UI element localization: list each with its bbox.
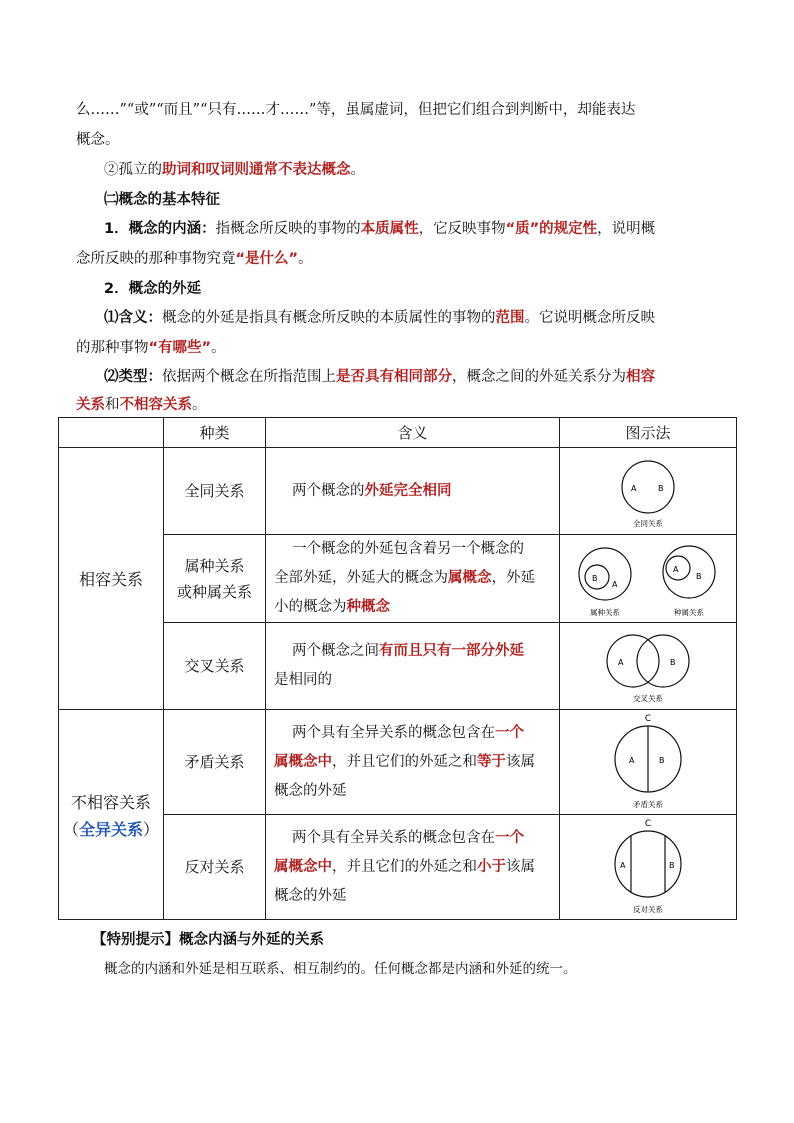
caption-genus-species: 属种关系 — [590, 607, 620, 617]
intro-line-1: 么……”“或”“而且”“只有……才……”等，虽属虚词，但把它们组合到判断中，却能表达 — [76, 102, 636, 118]
meaning-line-2: 的那种事物“有哪些”。 — [76, 340, 226, 356]
tip-title: 【特别提示】概念内涵与外延的关系 — [92, 932, 324, 948]
header-meaning: 含义 — [266, 418, 560, 448]
label-b: B — [669, 861, 675, 870]
label-b: B — [696, 571, 702, 581]
label-b: B — [670, 658, 676, 667]
intersection-diagram — [578, 627, 718, 705]
table-header-row — [59, 418, 737, 448]
extension-heading: 2．概念的外延 — [104, 281, 202, 297]
header-diagram: 图示法 — [560, 418, 737, 448]
compatible-category: 相容关系 — [59, 448, 164, 710]
caption-contrariety: 反对关系 — [633, 905, 663, 914]
label-c: C — [644, 819, 652, 829]
incompatible-category: 不相容关系 （全异关系） — [59, 710, 164, 920]
intension-line-1: 1．概念的内涵：指概念所反映的事物的本质属性，它反映事物“质”的规定性，说明概 — [104, 221, 656, 237]
table-row — [59, 710, 737, 815]
caption-identity: 全同关系 — [633, 519, 663, 528]
diagram-genus-species — [560, 535, 737, 623]
intension-line-2: 念所反映的那种事物究竟“是什么”。 — [76, 251, 313, 267]
type-line-1: ⑵类型：依据两个概念在所指范围上是否具有相同部分，概念之间的外延关系分为相容 — [104, 369, 655, 385]
label-a: A — [631, 484, 637, 493]
diagram-contrariety — [560, 815, 737, 920]
diagram-contradiction — [560, 710, 737, 815]
diagram-intersection — [560, 623, 737, 710]
kind-identity: 全同关系 — [164, 448, 266, 535]
genus-species-diagram — [563, 539, 733, 619]
label-b: B — [659, 756, 665, 765]
label-a: A — [673, 564, 679, 574]
relations-table — [58, 417, 737, 920]
kind-contradiction: 矛盾关系 — [164, 710, 266, 815]
label-b: B — [658, 484, 664, 493]
meaning-line-1: ⑴含义：概念的外延是指具有概念所反映的本质属性的事物的范围。它说明概念所反映 — [104, 310, 655, 326]
meaning-contrariety: 两个具有全异关系的概念包含在一个 属概念中，并且它们的外延之和小于该属 概念的外延 — [266, 815, 560, 920]
label-c: C — [644, 714, 652, 724]
kind-genus-species: 属种关系 或种属关系 — [164, 535, 266, 623]
label-a: A — [618, 658, 624, 667]
meaning-identity: 两个概念的外延完全相同 — [266, 448, 560, 535]
kind-contrariety: 反对关系 — [164, 815, 266, 920]
label-a: A — [612, 579, 618, 589]
caption-contradiction: 矛盾关系 — [633, 800, 663, 809]
diagram-identity — [560, 448, 737, 535]
kind-intersection: 交叉关系 — [164, 623, 266, 710]
label-b: B — [592, 573, 598, 583]
meaning-contradiction: 两个具有全异关系的概念包含在一个 属概念中，并且它们的外延之和等于该属 概念的外延 — [266, 710, 560, 815]
header-empty — [59, 418, 164, 448]
caption-species-genus: 种属关系 — [674, 607, 704, 617]
meaning-intersection: 两个概念之间有而且只有一部分外延 是相同的 — [266, 623, 560, 710]
contrariety-diagram — [588, 817, 708, 917]
label-a: A — [629, 756, 635, 765]
table-row — [59, 448, 737, 535]
type-line-2: 关系和不相容关系。 — [76, 397, 207, 413]
label-a: A — [620, 861, 626, 870]
intro-item-2: ②孤立的助词和叹词则通常不表达概念。 — [104, 161, 365, 178]
section-heading: ㈡概念的基本特征 — [104, 192, 220, 208]
contradiction-diagram — [588, 712, 708, 812]
header-kind: 种类 — [164, 418, 266, 448]
meaning-genus-species: 一个概念的外延包含着另一个概念的 全部外延，外延大的概念为属概念，外延 小的概念为种概念 — [266, 535, 560, 623]
tip-body: 概念的内涵和外延是相互联系、相互制约的。任何概念都是内涵和外延的统一。 — [104, 961, 577, 977]
identity-diagram — [588, 452, 708, 530]
intro-line-2: 概念。 — [76, 132, 120, 148]
caption-intersection: 交叉关系 — [633, 694, 663, 703]
